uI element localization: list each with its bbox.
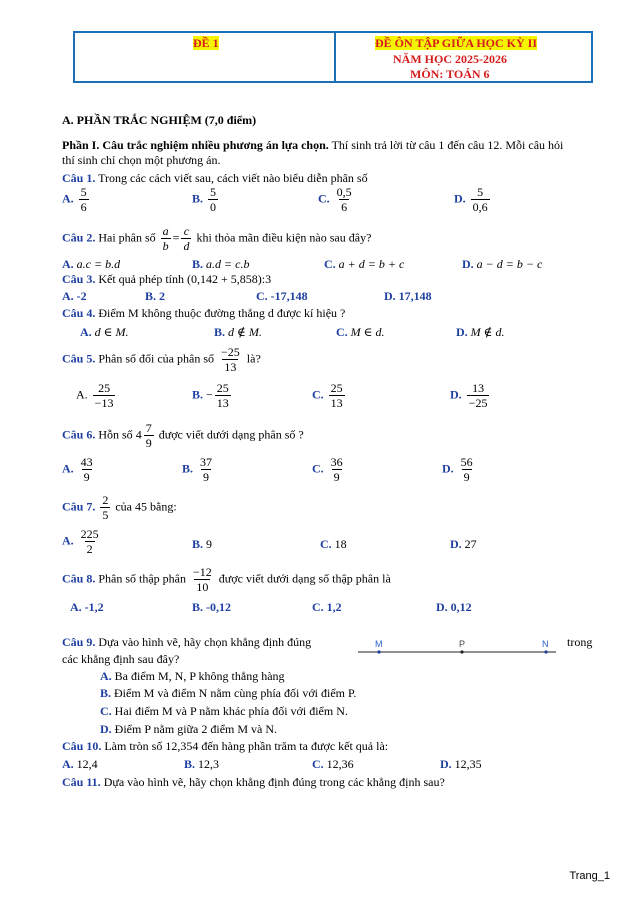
q4-option-a[interactable]: A. d ∈ M.: [80, 325, 129, 339]
q9-option-c[interactable]: C. Hai điểm M và P nằm khác phía đối với điểm N.: [100, 704, 348, 718]
header-divider: [334, 33, 336, 81]
q3-option-a[interactable]: A. -2: [62, 289, 87, 303]
q5-stem: Câu 5. Phân số đối của phân số $\frac{-25}{13}$ là?: [62, 345, 261, 374]
q6-stem: Câu 6. Hỗn số 4 $\frac{7}{9}$ được viết dưới dạng phân số ?: [62, 421, 304, 450]
header-box: [73, 31, 593, 83]
q9-option-d[interactable]: D. Điểm P nằm giữa 2 điểm M và N.: [100, 722, 278, 736]
point-p: [460, 650, 463, 653]
q9-option-a[interactable]: A. Ba điểm M, N, P không thẳng hàng: [100, 669, 285, 683]
q2-stem: Câu 2. Hai phân số $\frac{a}{b}$ = $\frac{c}{d}$ khi thỏa mãn điều kiện nào sau đây?: [62, 224, 372, 253]
q9-option-b[interactable]: B. Điểm M và điểm N nằm cùng phía đối với điểm P.: [100, 686, 357, 700]
q2-option-d[interactable]: D. a − d = b − c: [462, 257, 543, 271]
q6-option-c[interactable]: C. $\frac{36}{9}$: [312, 455, 343, 484]
q4-stem: Câu 4. Điểm M không thuộc đường thẳng d được kí hiệu ?: [62, 306, 346, 320]
q1-option-d[interactable]: D. $\frac{5}{0,6}$: [454, 185, 488, 214]
q4-option-c[interactable]: C. M ∈ d.: [336, 325, 385, 339]
q6-option-b[interactable]: B. $\frac{37}{9}$: [182, 455, 213, 484]
q7-option-a[interactable]: A. $\frac{225}{2}$: [62, 527, 99, 556]
q10-stem: Câu 10. Làm tròn số 12,354 đến hàng phần trăm ta được kết quả là:: [62, 739, 389, 753]
q3-stem: Câu 3. Kết quả phép tính (0,142 + 5,858):3: [62, 272, 272, 286]
q8-option-a[interactable]: A. -1,2: [70, 600, 104, 614]
q8-option-d[interactable]: D. 0,12: [436, 600, 472, 614]
q2-option-a[interactable]: A. a.c = b.d: [62, 257, 121, 271]
q10-option-c[interactable]: C. 12,36: [312, 757, 354, 771]
q1-option-c[interactable]: C. $\frac{0,5}{6}$: [318, 185, 352, 214]
point-p-label: P: [459, 639, 466, 649]
q6-option-d[interactable]: D. $\frac{56}{9}$: [442, 455, 473, 484]
q10-option-b[interactable]: B. 12,3: [184, 757, 220, 771]
q3-option-c[interactable]: C. -17,148: [256, 289, 308, 303]
q1-option-b[interactable]: B. $\frac{5}{0}$: [192, 185, 217, 214]
q4-option-b[interactable]: B. d ∉ M.: [214, 325, 262, 339]
page-number: Trang_1: [569, 870, 610, 882]
q6-option-a[interactable]: A. $\frac{43}{9}$: [62, 455, 93, 484]
part1-line2: thí sinh chỉ chọn một phương án.: [62, 153, 221, 167]
part1-line1: Phần I. Câu trắc nghiệm nhiều phương án lựa chọn. Thí sinh trả lời từ câu 1 đến câu 12. Mỗi câu hỏi: [62, 138, 564, 152]
q10-option-d[interactable]: D. 12,35: [440, 757, 482, 771]
q1-stem: Câu 1. Trong các cách viết sau, cách viết nào biểu diễn phân số: [62, 171, 368, 185]
q1-option-a[interactable]: A. $\frac{5}{6}$: [62, 185, 87, 214]
q9-stem-line2: các khẳng định sau đây?: [62, 652, 180, 666]
q8-option-b[interactable]: B. -0,12: [192, 600, 231, 614]
q9-stem-trail: trong: [567, 635, 593, 649]
q5-option-c[interactable]: C. $\frac{25}{13}$: [312, 381, 343, 410]
q10-option-a[interactable]: A. 12,4: [62, 757, 98, 771]
q9-stem: Câu 9. Dựa vào hình vẽ, hãy chọn khẳng định đúng: [62, 635, 312, 649]
point-m-label: M: [375, 639, 383, 649]
q3-option-d[interactable]: D. 17,148: [384, 289, 432, 303]
exam-title: ĐỀ ÔN TẬP GIỮA HỌC KỲ II: [375, 36, 538, 50]
point-n: [544, 650, 547, 653]
school-year: NĂM HỌC 2025-2026: [393, 52, 507, 66]
q7-option-c[interactable]: C. 18: [320, 537, 347, 551]
q7-option-b[interactable]: B. 9: [192, 537, 213, 551]
q2-option-b[interactable]: B. a.d = c.b: [192, 257, 250, 271]
q8-option-c[interactable]: C. 1,2: [312, 600, 342, 614]
q5-option-b[interactable]: B. − $\frac{25}{13}$: [192, 381, 229, 410]
q9-figure: [350, 636, 562, 660]
q8-stem: Câu 8. Phân số thập phân $\frac{-12}{10}$ được viết dưới dạng số thập phân là: [62, 565, 391, 594]
exam-code: ĐỀ 1: [193, 36, 219, 50]
section-title: A. PHẦN TRẮC NGHIỆM (7,0 điểm): [62, 113, 257, 127]
point-m: [377, 650, 380, 653]
q3-option-b[interactable]: B. 2: [145, 289, 166, 303]
q7-option-d[interactable]: D. 27: [450, 537, 477, 551]
q7-stem: Câu 7. $\frac{2}{5}$ của 45 bằng:: [62, 493, 177, 522]
q4-option-d[interactable]: D. M ∉ d.: [456, 325, 505, 339]
q11-stem: Câu 11. Dựa vào hình vẽ, hãy chọn khẳng định đúng trong các khẳng định sau?: [62, 775, 445, 789]
q5-option-d[interactable]: D. $\frac{13}{-25}$: [450, 381, 488, 410]
point-n-label: N: [542, 639, 549, 649]
q2-option-c[interactable]: C. a + d = b + c: [324, 257, 405, 271]
q5-option-a[interactable]: A. $\frac{25}{-13}$: [76, 381, 114, 410]
subject: MÔN: TOÁN 6: [410, 67, 490, 81]
